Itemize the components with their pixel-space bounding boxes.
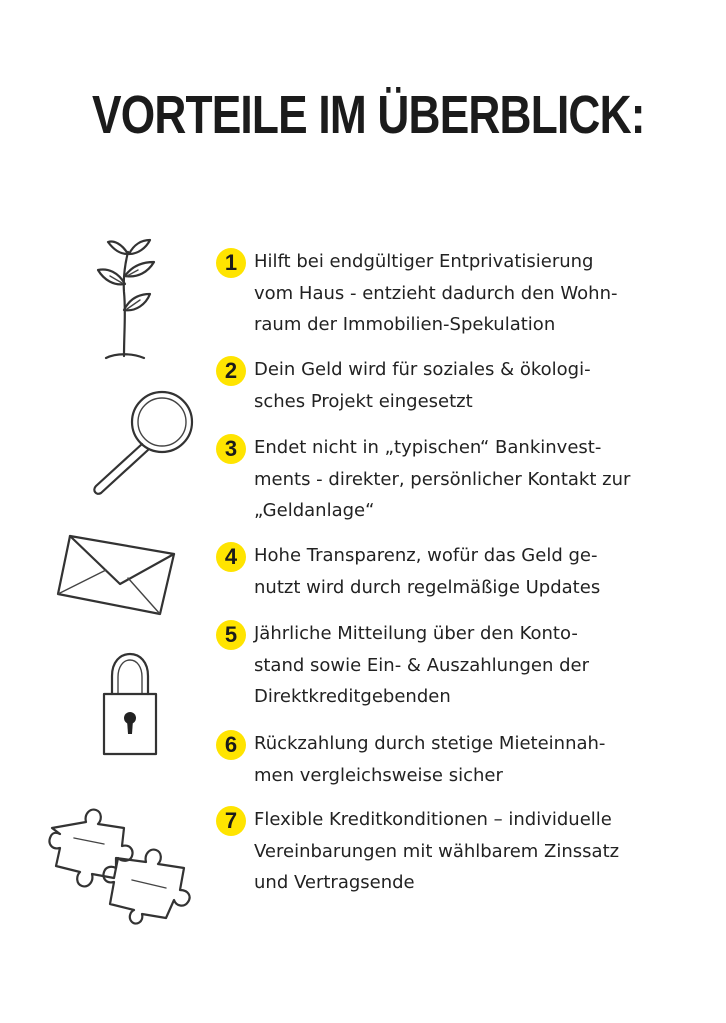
item-text: Jährliche Mitteilung über den Konto- stand sowie Ein- & Auszahlungen der Direktkreditgebenden — [254, 623, 590, 707]
number-badge: 3 — [216, 434, 246, 464]
item-text: Rückzahlung durch stetige Mieteinnah- men vergleichsweise sicher — [254, 733, 606, 786]
number-badge: 1 — [216, 248, 246, 278]
item-text: Hilft bei endgültiger Entprivatisierung vom Haus - entzieht dadurch den Wohn- raum der Immobilien-Spekulation — [254, 251, 618, 335]
item-text: Dein Geld wird für soziales & ökologi- sches Projekt eingesetzt — [254, 359, 591, 412]
number-badge: 4 — [216, 542, 246, 572]
envelope-icon — [56, 528, 180, 620]
puzzle-icon — [46, 798, 196, 928]
number-badge: 5 — [216, 620, 246, 650]
padlock-icon — [98, 650, 162, 760]
page-title: VORTEILE IM ÜBERBLICK: — [92, 85, 645, 145]
item-text: Flexible Kreditkonditionen – individuelle Vereinbarungen mit wählbarem Zinssatz und Vertragsende — [254, 809, 620, 893]
item-text: Hohe Transparenz, wofür das Geld ge- nutzt wird durch regelmäßige Updates — [254, 545, 601, 598]
plant-icon — [84, 232, 164, 362]
number-badge: 2 — [216, 356, 246, 386]
number-badge: 6 — [216, 730, 246, 760]
item-text: Endet nicht in „typischen“ Bankinvest- ments - direkter, persönlicher Kontakt zur „Geldanlage“ — [254, 437, 631, 521]
magnifier-icon — [82, 382, 202, 502]
number-badge: 7 — [216, 806, 246, 836]
